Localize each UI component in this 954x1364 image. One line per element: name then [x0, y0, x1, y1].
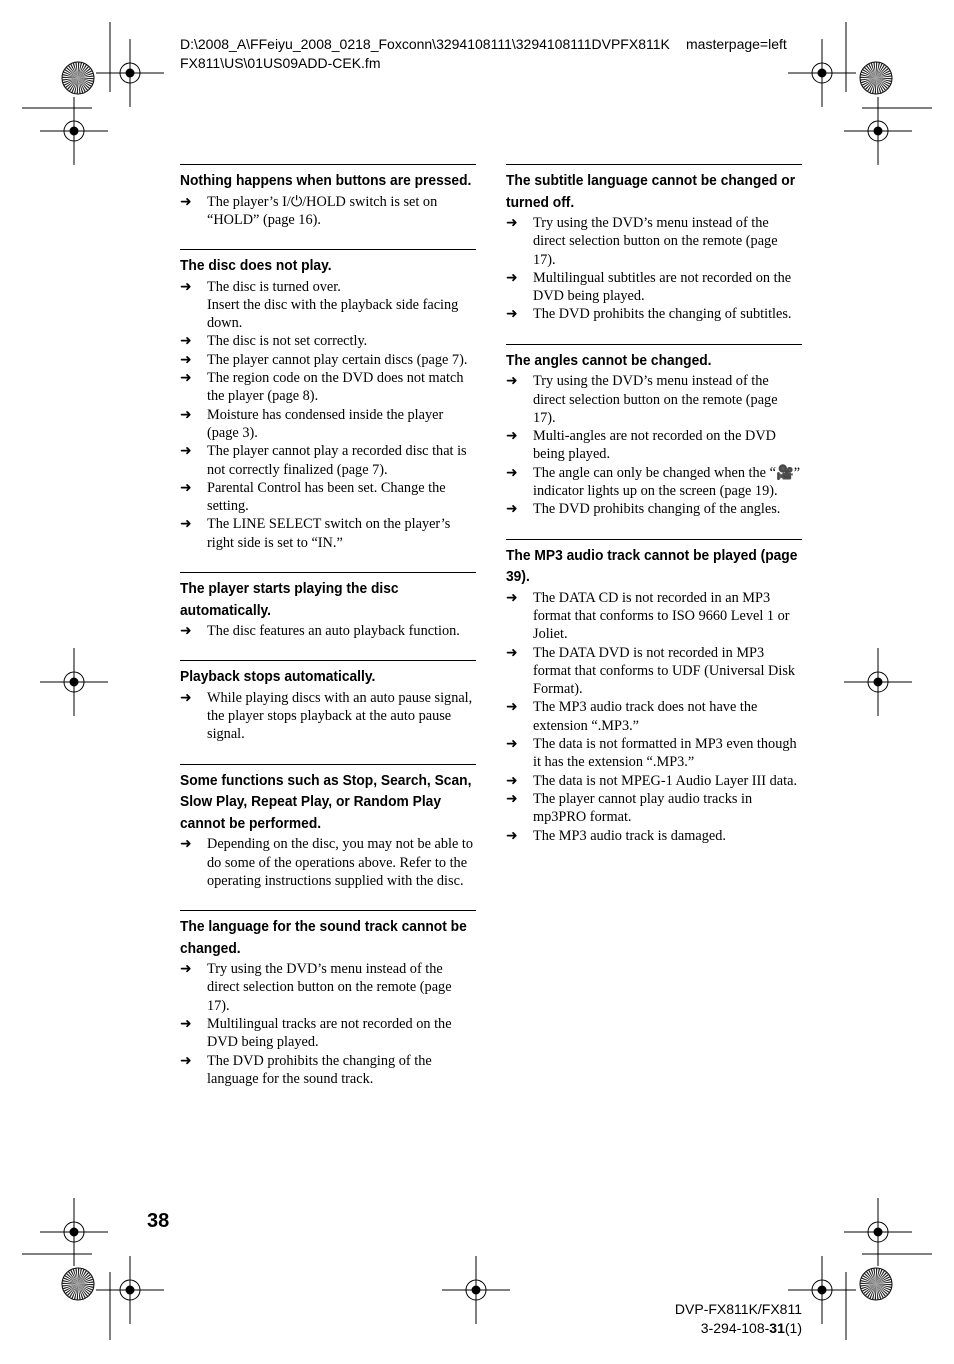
solution-text: Try using the DVD’s menu instead of the direct selection button on the remote (page 17).	[207, 961, 452, 1014]
arrow-icon: ➜	[180, 479, 192, 496]
section-title: The language for the sound track cannot be changed.	[180, 918, 467, 957]
solution-item	[506, 827, 802, 845]
solution-item	[180, 835, 476, 890]
troubleshooting-section	[180, 910, 476, 1088]
section-title: Playback stops automatically.	[180, 668, 376, 686]
solution-item	[180, 960, 476, 1015]
solution-text: The MP3 audio track is damaged.	[533, 827, 726, 844]
arrow-icon: ➜	[180, 443, 192, 460]
solution-text: The DVD prohibits changing of the angles.	[533, 501, 781, 518]
solution-text: Moisture has condensed inside the player (page 3).	[207, 406, 444, 441]
arrow-icon: ➜	[506, 589, 518, 606]
solution-item	[180, 193, 476, 230]
crosshair-mark	[40, 1198, 108, 1266]
solution-text: Multilingual subtitles are not recorded on the DVD being played.	[533, 269, 792, 305]
solution-item	[180, 622, 476, 640]
arrow-icon: ➜	[180, 623, 192, 640]
model-name: DVP-FX811K/FX811	[674, 1301, 802, 1317]
right-column	[506, 164, 802, 865]
section-title: The player starts playing the disc automatically.	[180, 580, 399, 619]
solution-item	[180, 479, 476, 516]
solution-item	[506, 427, 802, 464]
solution-item	[180, 332, 476, 350]
solution-item	[180, 369, 476, 406]
troubleshooting-section	[180, 572, 476, 640]
solution-text: The DATA DVD is not recorded in MP3 format that conforms to UDF (Universal Disk Format).	[533, 644, 796, 698]
solution-text: Try using the DVD’s menu instead of the direct selection button on the remote (page 17).	[533, 373, 778, 426]
arrow-icon: ➜	[180, 961, 192, 978]
solution-item	[506, 644, 802, 699]
registration-star-mark	[62, 62, 94, 94]
crosshair-mark	[40, 97, 108, 165]
solution-text: The MP3 audio track does not have the extension “.MP3.”	[533, 699, 758, 734]
arrow-icon: ➜	[180, 406, 192, 423]
arrow-icon: ➜	[506, 644, 518, 661]
arrow-icon: ➜	[506, 428, 518, 445]
solution-item	[506, 500, 802, 518]
solution-item	[180, 1052, 476, 1089]
troubleshooting-section	[180, 164, 476, 229]
solution-text: The DVD prohibits the changing of the language for the sound track.	[207, 1052, 432, 1087]
arrow-icon: ➜	[180, 516, 192, 533]
arrow-icon: ➜	[180, 193, 192, 210]
solution-text: The DATA CD is not recorded in an MP3 format that conforms to ISO 9660 Level 1 or Joliet.	[533, 589, 790, 643]
solution-item	[506, 372, 802, 427]
solution-item	[180, 1015, 476, 1052]
solution-item	[180, 278, 476, 333]
troubleshooting-section	[506, 539, 802, 845]
arrow-icon: ➜	[506, 501, 518, 518]
solution-item	[506, 698, 802, 735]
model-code-prefix: 3-294-108-	[700, 1320, 770, 1336]
solution-text: Parental Control has been set. Change the setting.	[207, 479, 446, 515]
arrow-icon: ➜	[506, 790, 518, 807]
solution-text: The angle can only be changed when the “🎥” indicator lights up on the screen (page 19).	[533, 464, 801, 500]
solution-text: While playing discs with an auto pause signal, the player stops playback at the auto pause signal.	[207, 689, 473, 743]
solution-text: Try using the DVD’s menu instead of the direct selection button on the remote (page 17).	[533, 215, 778, 268]
arrow-icon: ➜	[506, 464, 518, 481]
solution-item	[506, 464, 802, 501]
arrow-icon: ➜	[506, 269, 518, 286]
arrow-icon: ➜	[180, 1052, 192, 1069]
solution-item	[506, 772, 802, 790]
arrow-icon: ➜	[180, 278, 192, 295]
solution-item	[506, 735, 802, 772]
arrow-icon: ➜	[506, 373, 518, 390]
solution-text: The disc is turned over. Insert the disc with the playback side facing down.	[207, 278, 459, 332]
section-title: Some functions such as Stop, Search, Scan, Slow Play, Repeat Play, or Random Play cannot be performed.	[180, 771, 472, 832]
crosshair-mark	[96, 39, 164, 107]
left-column	[180, 164, 476, 1108]
troubleshooting-section	[180, 660, 476, 743]
solution-text: The LINE SELECT switch on the player’s right side is set to “IN.”	[207, 516, 451, 551]
solution-text: The player cannot play audio tracks in mp3PRO format.	[533, 790, 753, 826]
crosshair-mark	[96, 1256, 164, 1324]
solution-item	[506, 305, 802, 323]
solution-text: The disc is not set correctly.	[207, 333, 368, 350]
troubleshooting-section	[180, 764, 476, 890]
solution-text: Multi-angles are not recorded on the DVD being played.	[533, 428, 776, 463]
crosshair-mark	[844, 648, 912, 716]
file-path-line-1: D:\2008_A\FFeiyu_2008_0218_Foxconn\3294108111\3294108111DVPFX811K	[180, 36, 670, 52]
crosshair-mark	[844, 97, 912, 165]
registration-star-mark	[860, 62, 892, 94]
arrow-icon: ➜	[506, 827, 518, 844]
crosshair-mark	[40, 648, 108, 716]
file-path-header	[180, 35, 670, 73]
troubleshooting-section	[180, 249, 476, 552]
arrow-icon: ➜	[180, 351, 192, 368]
section-title: The MP3 audio track cannot be played (page 39).	[506, 546, 798, 586]
arrow-icon: ➜	[180, 836, 192, 853]
arrow-icon: ➜	[180, 689, 192, 706]
troubleshooting-section	[506, 164, 802, 324]
arrow-icon: ➜	[506, 215, 518, 231]
arrow-icon: ➜	[180, 333, 192, 350]
section-title: The angles cannot be changed.	[506, 351, 712, 369]
registration-star-mark	[860, 1268, 892, 1300]
troubleshooting-section	[506, 344, 802, 519]
crosshair-mark	[844, 1198, 912, 1266]
file-path-line-2: FX811\US\01US09ADD-CEK.fm	[180, 55, 381, 71]
solution-item	[506, 214, 802, 269]
model-info	[675, 1300, 802, 1338]
arrow-icon: ➜	[180, 370, 192, 387]
section-title: The disc does not play.	[180, 257, 332, 275]
model-code-bold: 31	[769, 1320, 785, 1336]
solution-text: The player cannot play a recorded disc that is not correctly finalized (page 7).	[207, 443, 467, 478]
solution-item	[506, 790, 802, 827]
solution-item	[506, 589, 802, 644]
arrow-icon: ➜	[506, 306, 518, 323]
solution-text: The player’s I/⏻/HOLD switch is set on “HOLD” (page 16).	[207, 193, 438, 228]
section-title: Nothing happens when buttons are pressed.	[180, 172, 472, 189]
solution-text: The region code on the DVD does not match the player (page 8).	[207, 370, 464, 405]
registration-star-mark	[62, 1268, 94, 1300]
solution-text: The data is not MPEG-1 Audio Layer III data.	[533, 772, 798, 789]
solution-item	[180, 351, 476, 369]
arrow-icon: ➜	[506, 736, 518, 753]
solution-text: The DVD prohibits the changing of subtitles.	[533, 306, 792, 323]
solution-text: Multilingual tracks are not recorded on the DVD being played.	[207, 1016, 452, 1051]
solution-text: The disc features an auto playback function.	[207, 623, 460, 640]
solution-text: The data is not formatted in MP3 even though it has the extension “.MP3.”	[533, 736, 797, 771]
arrow-icon: ➜	[506, 772, 518, 789]
solution-item	[506, 269, 802, 306]
solution-text: The player cannot play certain discs (page 7).	[207, 351, 468, 368]
crosshair-mark	[442, 1256, 510, 1324]
model-code	[675, 1319, 802, 1338]
solution-item	[180, 442, 476, 479]
page-number: 38	[147, 1210, 170, 1232]
model-code-suffix: (1)	[784, 1320, 802, 1336]
solution-text: Depending on the disc, you may not be able to do some of the operations above. Refer to the operating instructions supplied with the disc.	[207, 836, 474, 889]
solution-item	[180, 689, 476, 744]
arrow-icon: ➜	[180, 1016, 192, 1033]
arrow-icon: ➜	[506, 699, 518, 716]
master-page-label: masterpage=left	[686, 36, 787, 52]
solution-item	[180, 406, 476, 443]
solution-item	[180, 515, 476, 552]
section-title: The subtitle language cannot be changed or turned off.	[506, 172, 796, 211]
